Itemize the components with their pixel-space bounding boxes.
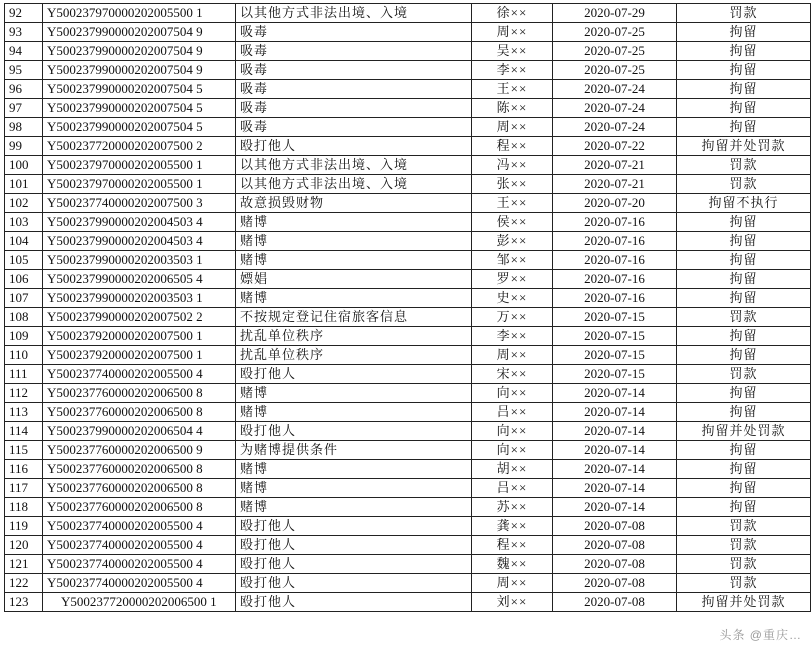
row-number-cell: 118 [5, 498, 43, 517]
person-name-cell: 邹×× [472, 251, 553, 270]
case-number-cell: Y500237740000202005500 4 [43, 517, 236, 536]
table-row [5, 555, 811, 574]
violation-cell: 赌博 [236, 479, 472, 498]
row-number-cell: 121 [5, 555, 43, 574]
penalty-cell: 拘留 [677, 289, 811, 308]
row-number-cell: 108 [5, 308, 43, 327]
person-name-cell: 史×× [472, 289, 553, 308]
penalty-cell: 罚款 [677, 574, 811, 593]
case-number-cell: Y500237990000202003503 1 [43, 251, 236, 270]
case-number-cell: Y500237920000202007500 1 [43, 327, 236, 346]
case-number-cell: Y500237760000202006500 8 [43, 460, 236, 479]
violation-cell: 殴打他人 [236, 574, 472, 593]
decision-date-cell: 2020-07-16 [553, 213, 677, 232]
case-number-cell: Y500237740000202007500 3 [43, 194, 236, 213]
table-row [5, 327, 811, 346]
row-number-cell: 119 [5, 517, 43, 536]
case-number-cell: Y500237990000202007504 9 [43, 42, 236, 61]
violation-cell: 故意损毁财物 [236, 194, 472, 213]
violation-cell: 殴打他人 [236, 517, 472, 536]
row-number-cell: 97 [5, 99, 43, 118]
person-name-cell: 龚×× [472, 517, 553, 536]
person-name-cell: 侯×× [472, 213, 553, 232]
watermark: 头条 @重庆… [719, 628, 802, 642]
case-number-cell: Y500237760000202006500 8 [43, 403, 236, 422]
table-row [5, 42, 811, 61]
penalty-record-table [4, 3, 811, 612]
table-row [5, 232, 811, 251]
decision-date-cell: 2020-07-14 [553, 479, 677, 498]
decision-date-cell: 2020-07-15 [553, 365, 677, 384]
decision-date-cell: 2020-07-08 [553, 536, 677, 555]
row-number-cell: 122 [5, 574, 43, 593]
table-row [5, 536, 811, 555]
person-name-cell: 向×× [472, 441, 553, 460]
decision-date-cell: 2020-07-29 [553, 4, 677, 23]
penalty-cell: 罚款 [677, 517, 811, 536]
decision-date-cell: 2020-07-14 [553, 384, 677, 403]
person-name-cell: 李×× [472, 61, 553, 80]
penalty-cell: 罚款 [677, 308, 811, 327]
case-number-cell: Y500237740000202005500 4 [43, 536, 236, 555]
penalty-cell: 拘留 [677, 384, 811, 403]
person-name-cell: 刘×× [472, 593, 553, 612]
penalty-cell: 拘留不执行 [677, 194, 811, 213]
violation-cell: 殴打他人 [236, 593, 472, 612]
decision-date-cell: 2020-07-08 [553, 555, 677, 574]
person-name-cell: 周×× [472, 574, 553, 593]
case-number-cell: Y500237760000202006500 9 [43, 441, 236, 460]
decision-date-cell: 2020-07-24 [553, 99, 677, 118]
decision-date-cell: 2020-07-15 [553, 327, 677, 346]
violation-cell: 赌博 [236, 498, 472, 517]
penalty-cell: 拘留 [677, 232, 811, 251]
case-number-cell: Y500237740000202005500 4 [43, 574, 236, 593]
penalty-cell: 罚款 [677, 156, 811, 175]
table-row [5, 118, 811, 137]
person-name-cell: 陈×× [472, 99, 553, 118]
penalty-cell: 拘留 [677, 80, 811, 99]
person-name-cell: 周×× [472, 23, 553, 42]
penalty-cell: 罚款 [677, 175, 811, 194]
case-number-cell: Y500237990000202007504 9 [43, 23, 236, 42]
person-name-cell: 王×× [472, 80, 553, 99]
penalty-cell: 拘留 [677, 23, 811, 42]
table-row [5, 441, 811, 460]
penalty-cell: 拘留并处罚款 [677, 593, 811, 612]
row-number-cell: 117 [5, 479, 43, 498]
row-number-cell: 123 [5, 593, 43, 612]
table-row [5, 384, 811, 403]
violation-cell: 以其他方式非法出境、入境 [236, 175, 472, 194]
violation-cell: 嫖娼 [236, 270, 472, 289]
penalty-cell: 拘留 [677, 441, 811, 460]
table-row [5, 175, 811, 194]
table-row [5, 251, 811, 270]
table-row [5, 194, 811, 213]
violation-cell: 吸毒 [236, 23, 472, 42]
violation-cell: 赌博 [236, 289, 472, 308]
case-number-cell: Y500237990000202007504 9 [43, 61, 236, 80]
row-number-cell: 93 [5, 23, 43, 42]
row-number-cell: 96 [5, 80, 43, 99]
decision-date-cell: 2020-07-16 [553, 232, 677, 251]
person-name-cell: 吕×× [472, 479, 553, 498]
decision-date-cell: 2020-07-16 [553, 270, 677, 289]
row-number-cell: 98 [5, 118, 43, 137]
table-row [5, 308, 811, 327]
penalty-cell: 拘留 [677, 42, 811, 61]
row-number-cell: 116 [5, 460, 43, 479]
violation-cell: 赌博 [236, 232, 472, 251]
table-row [5, 289, 811, 308]
table-row [5, 23, 811, 42]
violation-cell: 赌博 [236, 251, 472, 270]
case-number-cell: Y500237990000202006504 4 [43, 422, 236, 441]
decision-date-cell: 2020-07-20 [553, 194, 677, 213]
row-number-cell: 99 [5, 137, 43, 156]
decision-date-cell: 2020-07-14 [553, 422, 677, 441]
violation-cell: 殴打他人 [236, 555, 472, 574]
penalty-cell: 拘留 [677, 498, 811, 517]
row-number-cell: 94 [5, 42, 43, 61]
person-name-cell: 向×× [472, 422, 553, 441]
table-row [5, 61, 811, 80]
row-number-cell: 112 [5, 384, 43, 403]
case-number-cell: Y500237990000202003503 1 [43, 289, 236, 308]
case-number-cell: Y500237990000202007504 5 [43, 80, 236, 99]
person-name-cell: 彭×× [472, 232, 553, 251]
case-number-cell: Y500237720000202007500 2 [43, 137, 236, 156]
penalty-cell: 拘留 [677, 270, 811, 289]
violation-cell: 吸毒 [236, 42, 472, 61]
decision-date-cell: 2020-07-16 [553, 251, 677, 270]
row-number-cell: 114 [5, 422, 43, 441]
decision-date-cell: 2020-07-16 [553, 289, 677, 308]
row-number-cell: 100 [5, 156, 43, 175]
decision-date-cell: 2020-07-08 [553, 517, 677, 536]
row-number-cell: 107 [5, 289, 43, 308]
row-number-cell: 101 [5, 175, 43, 194]
decision-date-cell: 2020-07-25 [553, 61, 677, 80]
table-row [5, 156, 811, 175]
violation-cell: 以其他方式非法出境、入境 [236, 156, 472, 175]
table-row [5, 574, 811, 593]
penalty-cell: 罚款 [677, 4, 811, 23]
decision-date-cell: 2020-07-14 [553, 441, 677, 460]
person-name-cell: 吴×× [472, 42, 553, 61]
case-number-cell: Y500237720000202006500 1 [43, 593, 236, 612]
penalty-cell: 拘留 [677, 213, 811, 232]
row-number-cell: 111 [5, 365, 43, 384]
table-row [5, 80, 811, 99]
violation-cell: 吸毒 [236, 80, 472, 99]
penalty-record-sheet [4, 3, 810, 612]
row-number-cell: 95 [5, 61, 43, 80]
violation-cell: 吸毒 [236, 61, 472, 80]
violation-cell: 扰乱单位秩序 [236, 327, 472, 346]
row-number-cell: 92 [5, 4, 43, 23]
person-name-cell: 张×× [472, 175, 553, 194]
decision-date-cell: 2020-07-08 [553, 574, 677, 593]
violation-cell: 殴打他人 [236, 137, 472, 156]
case-number-cell: Y500237760000202006500 8 [43, 479, 236, 498]
decision-date-cell: 2020-07-21 [553, 156, 677, 175]
table-row [5, 99, 811, 118]
table-row [5, 517, 811, 536]
table-row [5, 460, 811, 479]
decision-date-cell: 2020-07-24 [553, 80, 677, 99]
person-name-cell: 李×× [472, 327, 553, 346]
penalty-cell: 拘留 [677, 403, 811, 422]
decision-date-cell: 2020-07-21 [553, 175, 677, 194]
decision-date-cell: 2020-07-14 [553, 403, 677, 422]
table-row [5, 498, 811, 517]
penalty-cell: 拘留并处罚款 [677, 137, 811, 156]
violation-cell: 赌博 [236, 213, 472, 232]
decision-date-cell: 2020-07-15 [553, 346, 677, 365]
violation-cell: 扰乱单位秩序 [236, 346, 472, 365]
violation-cell: 吸毒 [236, 99, 472, 118]
table-row [5, 403, 811, 422]
case-number-cell: Y500237990000202006505 4 [43, 270, 236, 289]
case-number-cell: Y500237990000202004503 4 [43, 232, 236, 251]
violation-cell: 为赌博提供条件 [236, 441, 472, 460]
person-name-cell: 周×× [472, 118, 553, 137]
row-number-cell: 106 [5, 270, 43, 289]
person-name-cell: 徐×× [472, 4, 553, 23]
person-name-cell: 宋×× [472, 365, 553, 384]
table-body [5, 4, 811, 612]
case-number-cell: Y500237990000202007504 5 [43, 99, 236, 118]
penalty-cell: 拘留并处罚款 [677, 422, 811, 441]
decision-date-cell: 2020-07-14 [553, 498, 677, 517]
case-number-cell: Y500237760000202006500 8 [43, 384, 236, 403]
person-name-cell: 胡×× [472, 460, 553, 479]
person-name-cell: 魏×× [472, 555, 553, 574]
row-number-cell: 109 [5, 327, 43, 346]
decision-date-cell: 2020-07-25 [553, 23, 677, 42]
case-number-cell: Y500237990000202007502 2 [43, 308, 236, 327]
table-row [5, 137, 811, 156]
case-number-cell: Y500237760000202006500 8 [43, 498, 236, 517]
row-number-cell: 102 [5, 194, 43, 213]
row-number-cell: 103 [5, 213, 43, 232]
penalty-cell: 罚款 [677, 536, 811, 555]
penalty-cell: 拘留 [677, 460, 811, 479]
row-number-cell: 115 [5, 441, 43, 460]
decision-date-cell: 2020-07-15 [553, 308, 677, 327]
person-name-cell: 冯×× [472, 156, 553, 175]
row-number-cell: 105 [5, 251, 43, 270]
penalty-cell: 拘留 [677, 118, 811, 137]
person-name-cell: 苏×× [472, 498, 553, 517]
decision-date-cell: 2020-07-24 [553, 118, 677, 137]
violation-cell: 吸毒 [236, 118, 472, 137]
person-name-cell: 周×× [472, 346, 553, 365]
violation-cell: 殴打他人 [236, 536, 472, 555]
violation-cell: 不按规定登记住宿旅客信息 [236, 308, 472, 327]
person-name-cell: 吕×× [472, 403, 553, 422]
decision-date-cell: 2020-07-22 [553, 137, 677, 156]
penalty-cell: 拘留 [677, 61, 811, 80]
violation-cell: 赌博 [236, 403, 472, 422]
decision-date-cell: 2020-07-25 [553, 42, 677, 61]
row-number-cell: 110 [5, 346, 43, 365]
table-row [5, 593, 811, 612]
table-row [5, 213, 811, 232]
penalty-cell: 拘留 [677, 346, 811, 365]
violation-cell: 赌博 [236, 460, 472, 479]
person-name-cell: 罗×× [472, 270, 553, 289]
case-number-cell: Y500237740000202005500 4 [43, 555, 236, 574]
penalty-cell: 罚款 [677, 365, 811, 384]
penalty-cell: 拘留 [677, 327, 811, 346]
person-name-cell: 向×× [472, 384, 553, 403]
case-number-cell: Y500237970000202005500 1 [43, 156, 236, 175]
violation-cell: 以其他方式非法出境、入境 [236, 4, 472, 23]
violation-cell: 殴打他人 [236, 422, 472, 441]
table-row [5, 4, 811, 23]
table-row [5, 365, 811, 384]
person-name-cell: 程×× [472, 137, 553, 156]
row-number-cell: 104 [5, 232, 43, 251]
row-number-cell: 120 [5, 536, 43, 555]
case-number-cell: Y500237740000202005500 4 [43, 365, 236, 384]
penalty-cell: 拘留 [677, 99, 811, 118]
case-number-cell: Y500237970000202005500 1 [43, 4, 236, 23]
penalty-cell: 罚款 [677, 555, 811, 574]
case-number-cell: Y500237990000202004503 4 [43, 213, 236, 232]
penalty-cell: 拘留 [677, 479, 811, 498]
case-number-cell: Y500237990000202007504 5 [43, 118, 236, 137]
table-row [5, 346, 811, 365]
decision-date-cell: 2020-07-14 [553, 460, 677, 479]
person-name-cell: 程×× [472, 536, 553, 555]
table-row [5, 270, 811, 289]
row-number-cell: 113 [5, 403, 43, 422]
person-name-cell: 王×× [472, 194, 553, 213]
violation-cell: 赌博 [236, 384, 472, 403]
case-number-cell: Y500237970000202005500 1 [43, 175, 236, 194]
violation-cell: 殴打他人 [236, 365, 472, 384]
decision-date-cell: 2020-07-08 [553, 593, 677, 612]
penalty-cell: 拘留 [677, 251, 811, 270]
person-name-cell: 万×× [472, 308, 553, 327]
table-row [5, 479, 811, 498]
case-number-cell: Y500237920000202007500 1 [43, 346, 236, 365]
table-row [5, 422, 811, 441]
